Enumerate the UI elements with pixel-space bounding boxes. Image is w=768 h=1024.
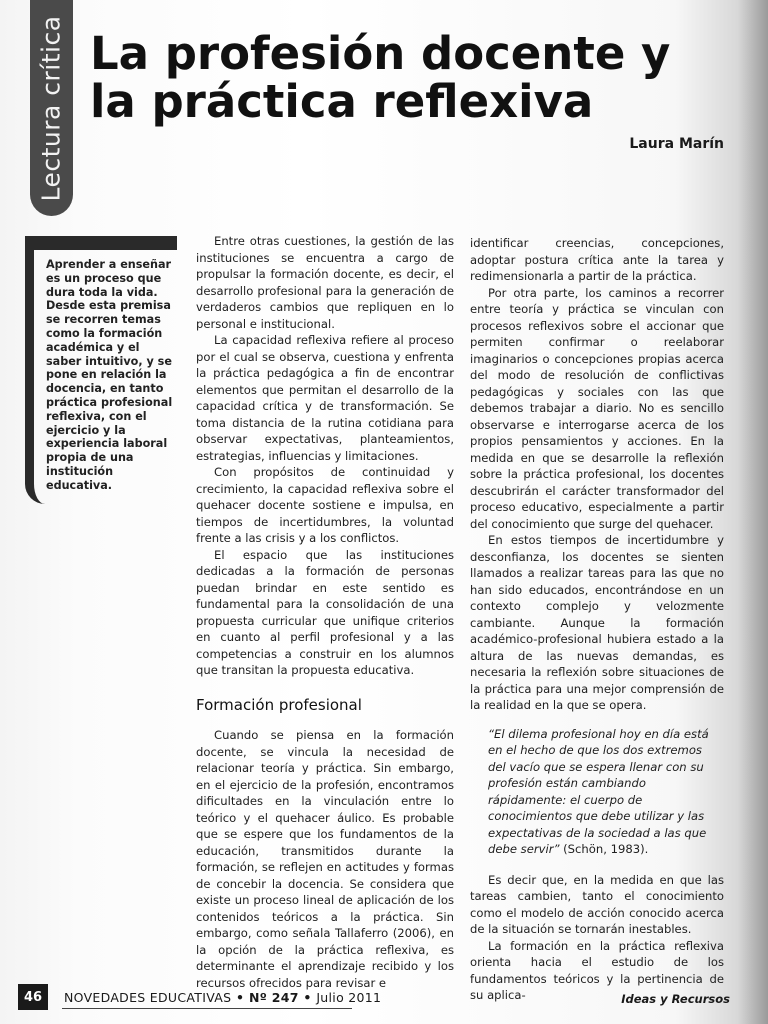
paragraph: Cuando se piensa en la formación docente, se vincula la necesidad de relacionar teoría y práctica. Sin embargo, en el ejercicio de la profesión, encontramos dificultades en la vinculación entre lo teórico y el quehacer áulico. Es probable que se espere que los fundamentos de la educación, transmitidos durante la formación, se reflejen en actitudes y formas de concebir la docencia. Se considera que existe un proceso lineal de aplicación de los contenidos teóricos a la práctica. Sin embargo, como señala Tallaferro (2006), en la opción de la práctica reflexiva, es determinante el aprendizaje recibido y los recursos ofrecidos para revisar e: [196, 728, 454, 990]
page-footer: [18, 984, 730, 1010]
text-column-2: [470, 235, 724, 1004]
paragraph: Entre otras cuestiones, la gestión de las instituciones se encuentra a cargo de propulsar la formación docente, es decir, el desarrollo profesional para la generación de verdaderos cambios que repliquen en lo personal e institucional.: [196, 234, 454, 331]
block-quote: [488, 726, 716, 858]
separator: •: [231, 990, 249, 1005]
footer-rule: [62, 1008, 352, 1009]
title-bold-part: reflexiva: [372, 75, 594, 128]
paragraph: Con propósitos de continuidad y crecimiento, la capacidad reflexiva sobre el quehacer docente sostiene e impulsa, en tiempos de incertidumbres, la voluntad frente a las crisis y a los conflictos.: [196, 465, 454, 545]
text-column-1: [196, 233, 454, 991]
separator: •: [298, 990, 317, 1005]
title-part: la práctica: [90, 75, 373, 128]
paragraph: La capacidad reflexiva refiere al proceso por el cual se observa, cuestiona y enfrenta la práctica pedagógica a fin de encontrar elementos que permitan el desarrollo de la capacidad crítica y de transformación. Se toma distancia de la rutina cotidiana para observar expectativas, planteamientos, estrategias, influencias y limitaciones.: [196, 333, 454, 463]
section-tab: [30, 0, 73, 216]
article-title: [90, 27, 710, 128]
pull-quote: Aprender a enseñar es un proceso que dura toda la vida. Desde esta premisa se recorren temas como la formación académica y el saber intuitivo, y se pone en relación la docencia, en tanto práctica profesional reflexiva, con el ejercicio y la experiencia laboral propia de una institución educativa.: [25, 236, 177, 504]
title-bold-part: profesión: [164, 27, 406, 80]
author-name: Laura Marín: [629, 136, 724, 152]
paragraph: En estos tiempos de incertidumbre y desconfianza, los docentes se sienten llamados a realizar tareas para las que no han sido educados, encontrándose en un contexto complejo y velozmente cambiante. Aunque la formación académico-profesional hubiera estado a la altura de las nuevas demandas, es necesaria la reflexión sobre situaciones de la práctica para una mejor comprensión de la realidad en la que se opera.: [470, 533, 724, 712]
issue-number: Nº 247: [248, 990, 299, 1005]
quote-text: “El dilema profesional hoy en día está en el hecho de que los dos extremos del vacío que se espera llenar con su profesión están cambiando rápidamente: el cuerpo de conocimientos que debe utilizar y las expectativas de la sociedad a las que debe servir”: [488, 726, 709, 856]
paragraph: El espacio que las instituciones dedicadas a la formación de personas puedan brindar en este sentido es fundamental para la consolidación de una propuesta curricular que unifique criterios en cuanto al perfil profesional y a las competencias a construir en los alumnos que transitan la propuesta educativa.: [196, 547, 454, 677]
paragraph: La formación en la práctica reflexiva orienta hacia el estudio de los fundamentos teóricos y la pertinencia de su aplica-: [470, 938, 724, 1002]
paragraph: identificar creencias, concepciones, adoptar postura crítica ante la tarea y redimensionarla a partir de la práctica.: [470, 236, 724, 283]
paragraph: Por otra parte, los caminos a recorrer entre teoría y práctica se vinculan con procesos reflexivos sobre el accionar que permiten confirmar o reelaborar imaginarios o concepciones propias acerca del modo de resolución de conflictivas pedagógicas y sociales con las que debemos trabajar a diario. No es sencillo observarse e interrogarse acerca de los propios pensamientos y acciones. En la medida en que se desarrolle la reflexión sobre la práctica profesional, los docentes descubrirán el carácter transformador del proceso educativo, especialmente a partir del conocimiento que surge del quehacer.: [470, 285, 724, 531]
section-subheading: Formación profesional: [196, 695, 362, 714]
issue-date: Julio 2011: [316, 990, 382, 1005]
page-number: 46: [18, 984, 48, 1010]
title-part: La: [90, 27, 165, 80]
title-part: docente y: [405, 27, 671, 80]
section-tab-label: Lectura crítica: [37, 14, 66, 202]
footer-section-name: Ideas y Recursos: [621, 992, 730, 1006]
magazine-name: NOVEDADES EDUCATIVAS: [64, 990, 232, 1005]
paragraph: Es decir que, en la medida en que las tareas cambien, tanto el conocimiento como el modelo de acción conocido acerca de la situación se tornarán inestables.: [470, 872, 724, 936]
quote-citation: (Schön, 1983).: [559, 842, 649, 856]
magazine-info: [64, 990, 381, 1005]
